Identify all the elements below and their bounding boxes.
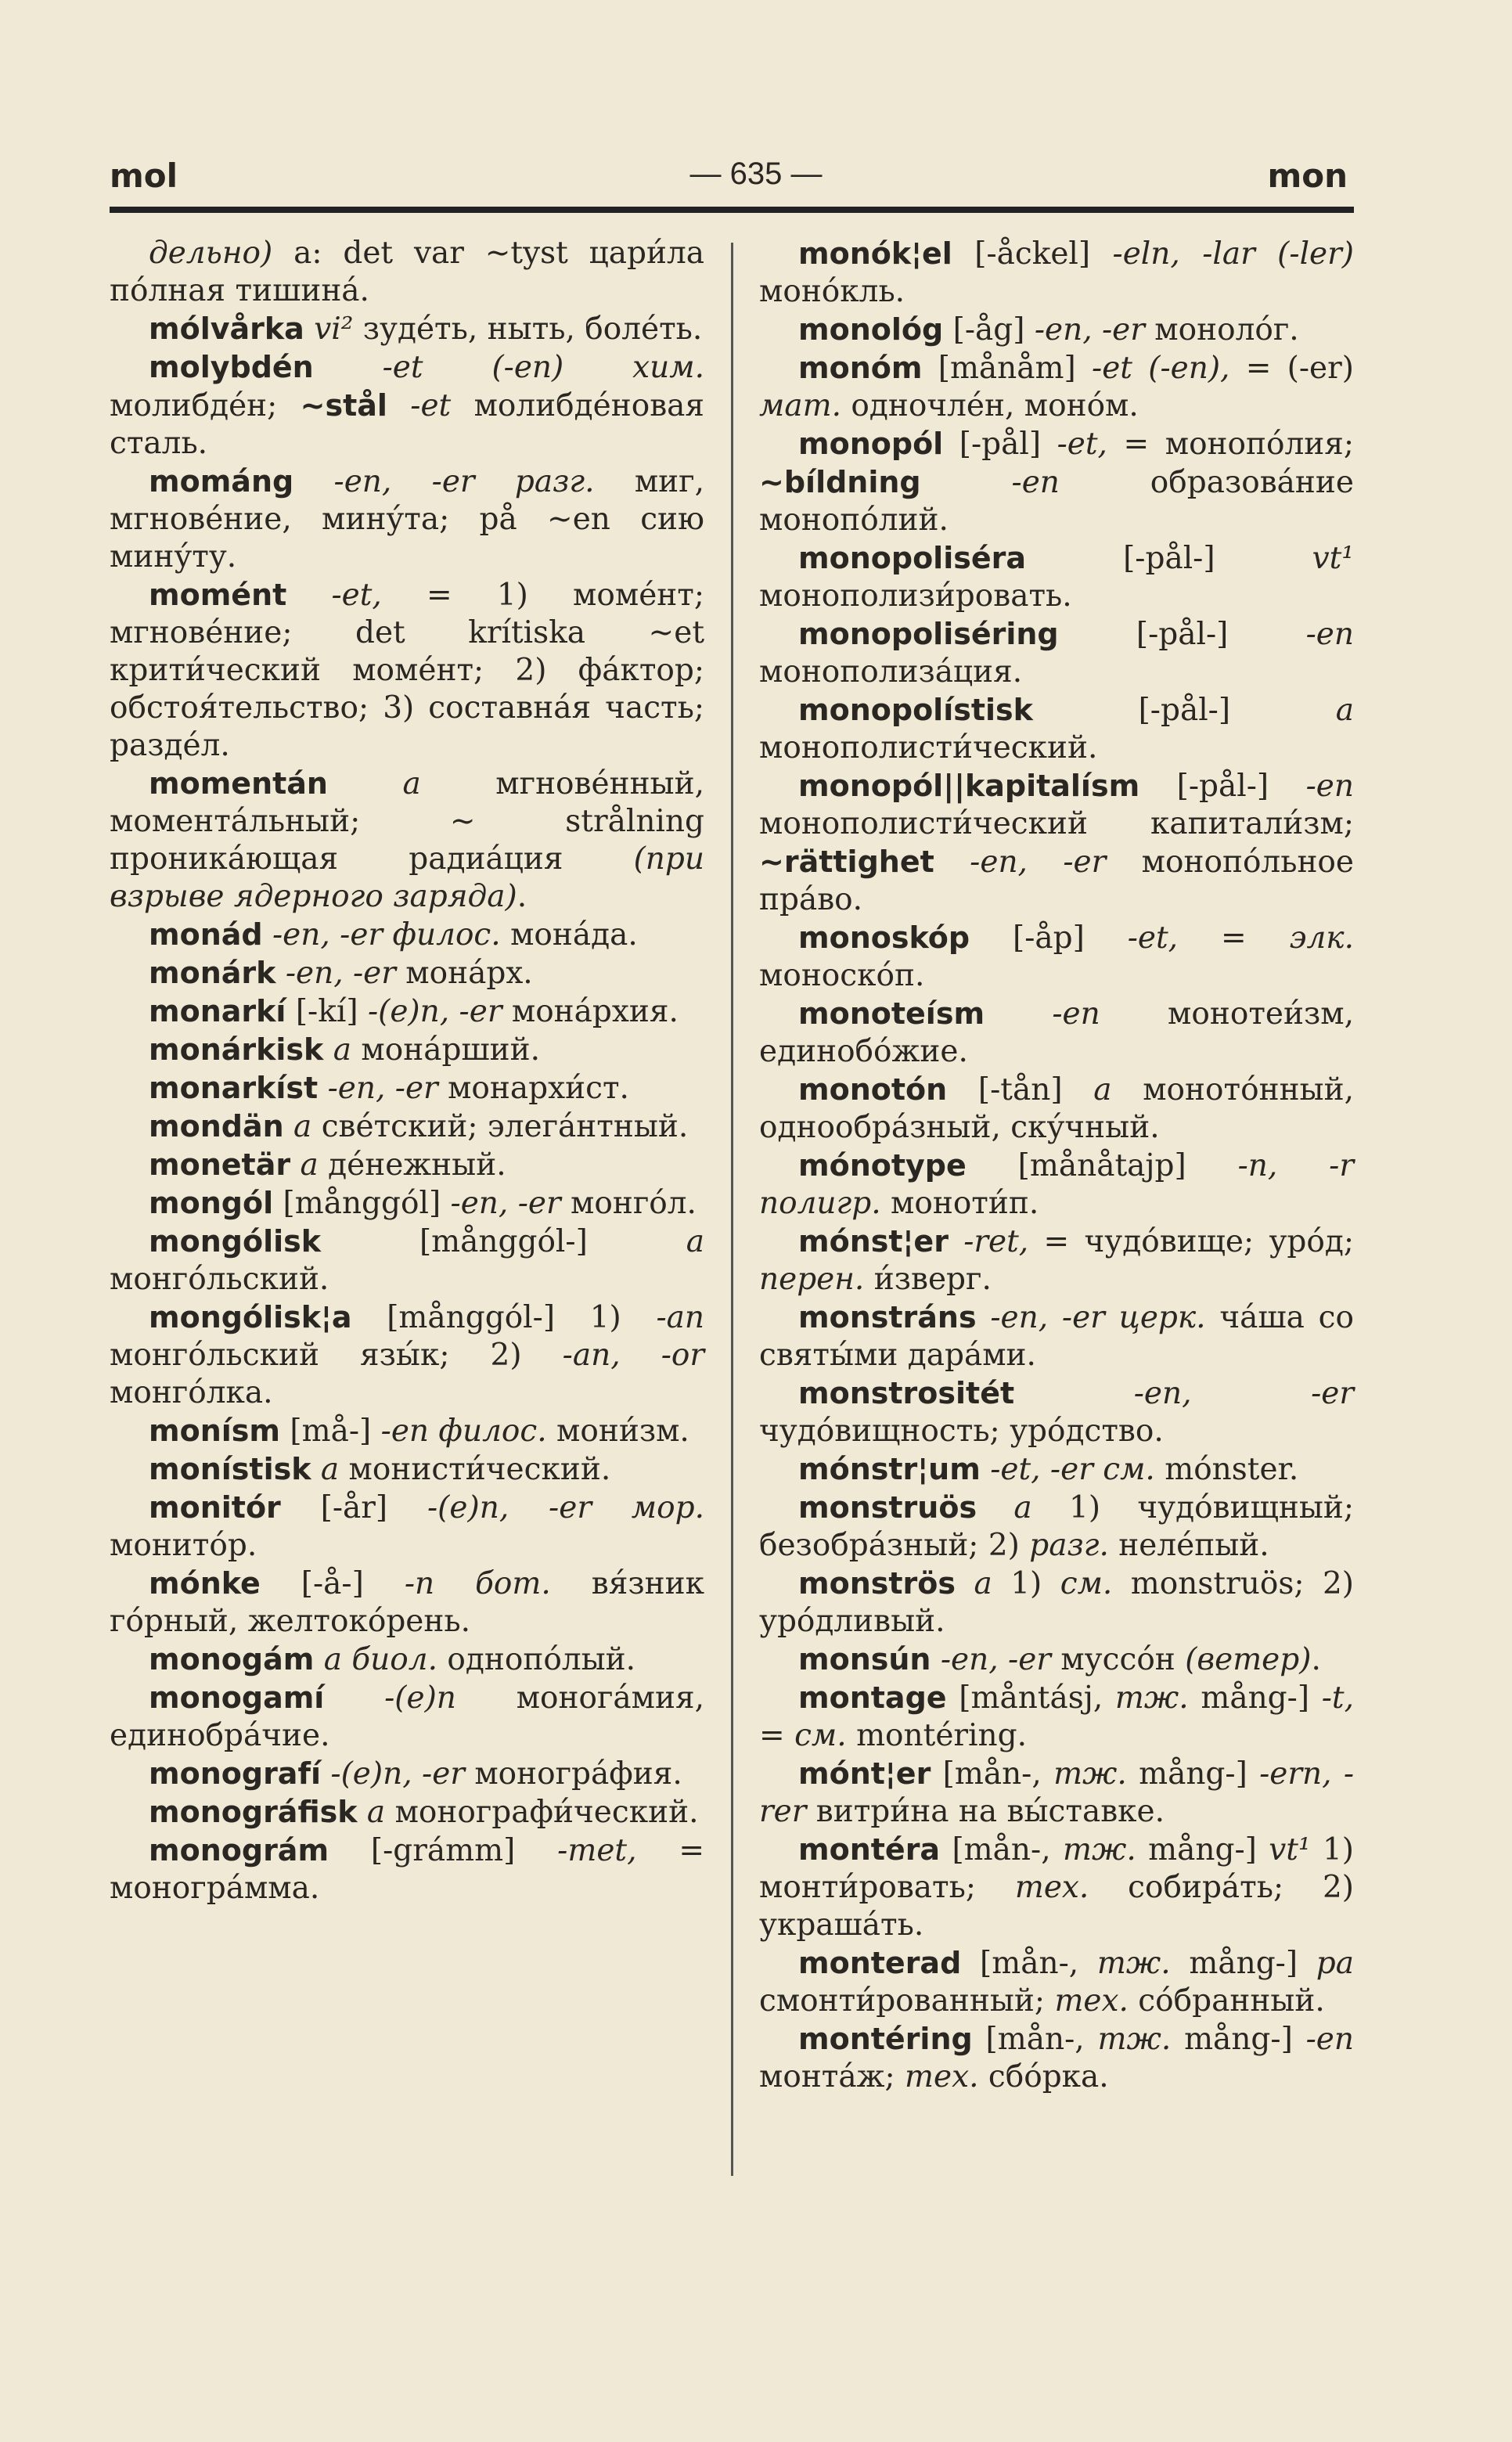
definition-text: монисти́ческий. [339, 1452, 611, 1487]
headword: mónst¦er [798, 1224, 949, 1259]
definition-text: mång-] [1171, 2022, 1293, 2057]
grammar-note: -et, -er см. [980, 1452, 1155, 1487]
definition-text: [mån-, [972, 2022, 1085, 2057]
headword: monók¦el [798, 236, 952, 271]
header-left-guideword: mol [110, 157, 178, 195]
definition-text: monstruös; 2) уро́дливый. [759, 1566, 1354, 1639]
grammar-note: -en, -er [1024, 312, 1145, 348]
definition-text: [månggól-] 1) [351, 1300, 621, 1335]
grammar-note: a [290, 1147, 319, 1183]
grammar-note: тех. [1045, 1983, 1129, 2019]
definition-text: [må-] [280, 1414, 372, 1449]
dictionary-entry [110, 1298, 704, 1412]
dictionary-entry [759, 1450, 1354, 1489]
definition-text: = 1) моме́нт; мгнове́ние; det krítiska ~et крити́ческий моме́нт; 2) фа́ктор; обстоя́тельство; 3) составна́я часть; разде́л. [110, 578, 704, 763]
headword: mónke [149, 1566, 261, 1601]
dictionary-entry [110, 916, 704, 954]
definition-text: [månåtajp] [966, 1148, 1186, 1183]
definition-text: моното́нный, однообра́зный, ску́чный. [759, 1072, 1354, 1145]
definition-text: [måntásj, [946, 1680, 1103, 1716]
page-number: — 635 — [689, 157, 823, 191]
dictionary-entry [759, 1489, 1354, 1565]
dictionary-entry [759, 1071, 1354, 1147]
dictionary-entry [759, 1298, 1354, 1374]
grammar-note: -ret, [948, 1224, 1029, 1259]
definition-text: [mån-, [931, 1756, 1042, 1792]
definition-text: вя́зник го́рный, желтоко́рень. [110, 1566, 704, 1639]
dictionary-entry [759, 349, 1354, 425]
definition-text: мона́да. [500, 917, 638, 953]
dictionary-entry [110, 1489, 704, 1565]
definition-text: неле́пый. [1108, 1528, 1269, 1563]
grammar-note: -an, -or [521, 1338, 704, 1373]
grammar-note: тж. [1103, 1680, 1189, 1716]
definition-text: [-åp] [970, 920, 1085, 956]
column-divider [731, 243, 733, 2176]
dictionary-entry [110, 1223, 704, 1298]
grammar-note: -(e)n, -er [321, 1756, 465, 1792]
definition-text: мона́рший. [351, 1032, 541, 1068]
headword: ~bíldning [759, 465, 921, 499]
headword: mománg [149, 464, 294, 499]
grammar-note: разг. [1019, 1528, 1109, 1563]
definition-text: монго́льский язы́к; 2) [110, 1338, 522, 1373]
headword: ~stål [300, 388, 387, 423]
definition-text: монографи́ческий. [385, 1795, 699, 1830]
grammar-note: -t, [1309, 1680, 1354, 1716]
definition-text: образова́ние монопо́лий. [759, 465, 1354, 538]
grammar-note: a [323, 1032, 351, 1068]
grammar-note: a [357, 1795, 386, 1830]
definition-text: 1) чудо́вищный; безобра́зный; 2) [759, 1490, 1354, 1563]
definition-text: монопо́льное пра́во. [759, 845, 1354, 917]
headword: monotón [798, 1072, 948, 1107]
headword: montéring [798, 2022, 973, 2056]
dictionary-entry [759, 1565, 1354, 1641]
grammar-note: vt¹ [1256, 1832, 1311, 1868]
definition-text: 1) монти́ровать; [759, 1832, 1354, 1905]
definition-text: . [517, 879, 527, 914]
grammar-note: -en, -er [275, 956, 396, 991]
grammar-note: -n, -r полигр. [759, 1148, 1354, 1221]
dictionary-entry [759, 425, 1354, 539]
dictionary-entry [110, 1069, 704, 1108]
definition-text: де́нежный. [318, 1147, 506, 1183]
headword: mónotype [798, 1148, 967, 1183]
definition-text: = [759, 1718, 785, 1753]
definition-text: мони́зм. [546, 1414, 689, 1449]
definition-text: мона́рхия. [502, 994, 679, 1029]
definition-text: = (-er) [1229, 351, 1354, 386]
definition-text: [månggól-] [321, 1224, 588, 1259]
grammar-note: элк. [1246, 920, 1354, 956]
grammar-note: тж. [1084, 2022, 1172, 2057]
headword: monopolístisk [798, 693, 1033, 727]
dictionary-entry [110, 1565, 704, 1641]
headword: monopolisе́ring [798, 617, 1059, 651]
headword: monterad [798, 1946, 962, 1980]
dictionary-entry [110, 1450, 704, 1489]
dictionary-entry [110, 1184, 704, 1223]
definition-text: сбо́рка. [978, 2059, 1109, 2094]
grammar-note: -en [1228, 617, 1354, 652]
grammar-note: -et [387, 388, 452, 423]
definition-text: и́зверг. [864, 1262, 992, 1297]
definition-text: молибде́н; [110, 388, 301, 423]
definition-text: [-pål] [943, 427, 1042, 462]
headword: monoskóp [798, 920, 970, 955]
dictionary-entry [759, 235, 1354, 311]
grammar-note: -en [985, 996, 1100, 1032]
definition-text: montéring. [846, 1718, 1027, 1753]
headword: monísm [149, 1414, 280, 1448]
definition-text: со́бранный. [1128, 1983, 1325, 2019]
headword: monografí [149, 1756, 322, 1791]
dictionary-entry [759, 1641, 1354, 1679]
dictionary-entry [759, 2020, 1354, 2096]
grammar-note: a [283, 1109, 312, 1144]
grammar-note: -en [1292, 2022, 1355, 2057]
definition-text: моноло́г. [1144, 312, 1299, 348]
headword: mongólisk¦a [149, 1300, 352, 1334]
definition-text: све́тский; элега́нтный. [311, 1109, 689, 1144]
dictionary-entry [759, 1755, 1354, 1831]
grammar-note: -met, [515, 1833, 637, 1868]
definition-text: [mån-, [940, 1832, 1051, 1868]
headword: ~rättighet [759, 845, 934, 879]
headword: monográfisk [149, 1795, 358, 1829]
headword: monográm [149, 1833, 329, 1868]
headword: monsún [798, 1642, 931, 1677]
headword: mólvårka [149, 312, 304, 346]
grammar-note: тж. [1078, 1946, 1171, 1981]
dictionary-entry [759, 539, 1354, 615]
dictionary-entry [759, 1831, 1354, 1944]
grammar-note: vi² [304, 312, 354, 347]
definition-text: mónster. [1154, 1452, 1299, 1487]
definition-text: = монопо́лия; [1107, 427, 1355, 462]
definition-text: [månåm] [922, 351, 1076, 386]
definition-text: собира́ть; 2) украша́ть. [759, 1870, 1354, 1943]
definition-text: одночле́н, моно́м. [841, 388, 1139, 423]
left-column [110, 235, 704, 1907]
definition-text: [-år] [280, 1490, 388, 1525]
definition-text: [-tån] [947, 1072, 1063, 1108]
definition-text: монотеи́зм, единобо́жие. [759, 996, 1354, 1069]
headword: monológ [798, 312, 944, 347]
definition-text: монополиза́ция. [759, 654, 1023, 690]
grammar-note: тех. [975, 1870, 1089, 1905]
grammar-note: -en, -er разг. [293, 464, 595, 499]
grammar-note: тж. [1050, 1832, 1136, 1868]
headword: monstráns [798, 1300, 977, 1334]
definition-text: a: det var ~tyst цари́ла по́лная тишина́. [110, 236, 704, 308]
headword: monarkíst [149, 1071, 319, 1105]
definition-text: монито́р. [110, 1528, 257, 1563]
dictionary-entry [110, 954, 704, 992]
grammar-note: -et (-en), [1075, 351, 1230, 386]
grammar-note: (ветер) [1175, 1642, 1312, 1677]
headword: monístisk [149, 1452, 311, 1486]
definition-text: монго́льский. [110, 1262, 329, 1297]
headword: monogám [149, 1642, 315, 1677]
dictionary-entry [759, 995, 1354, 1071]
dictionary-entry [110, 992, 704, 1031]
grammar-note: -et, [1041, 427, 1107, 462]
grammar-note: см. [1042, 1566, 1113, 1601]
dictionary-entry [759, 919, 1354, 995]
dictionary-entry [110, 1146, 704, 1184]
definition-text: [-pål-] [1032, 693, 1231, 728]
headword: monarkí [149, 994, 286, 1028]
grammar-note: -en, -er [931, 1642, 1051, 1677]
definition-text: mång-] [1188, 1680, 1310, 1716]
definition-text: [-pål-] [1139, 769, 1269, 804]
headword: monopoliséra [798, 541, 1026, 575]
grammar-note: a [956, 1566, 992, 1601]
grammar-note: a [1062, 1072, 1112, 1108]
headword: monetär [149, 1147, 291, 1182]
dictionary-entry [110, 463, 704, 576]
definition-text: монта́ж; [759, 2059, 895, 2094]
definition-text: [månggól] [273, 1186, 441, 1221]
dictionary-entry [759, 767, 1354, 919]
grammar-note: a [1230, 693, 1354, 728]
grammar-note: -en [1269, 769, 1354, 804]
grammar-note: -n бот. [363, 1566, 551, 1601]
grammar-note: vt¹ [1215, 541, 1354, 576]
dictionary-entry [110, 1641, 704, 1679]
definition-text: моноско́п. [759, 958, 925, 993]
grammar-note: a [327, 766, 421, 801]
grammar-note: -en, -er церк. [976, 1300, 1206, 1335]
definition-text: ча́ша со святы́ми дара́ми. [759, 1300, 1354, 1373]
definition-text: моноти́п. [880, 1186, 1039, 1221]
dictionary-entry [759, 691, 1354, 767]
dictionary-entry [110, 576, 704, 765]
dictionary-entry [110, 348, 704, 463]
headword: monárkisk [149, 1032, 324, 1067]
definition-text: mång-] [1170, 1946, 1298, 1981]
definition-text: мона́рх. [395, 956, 533, 991]
headword: monárk [149, 956, 276, 990]
grammar-note: -eln, -lar (-ler) [1090, 236, 1354, 272]
grammar-note: a [311, 1452, 340, 1487]
dictionary-entry [110, 1832, 704, 1907]
grammar-note: -et, [1084, 920, 1179, 956]
grammar-note: -an [621, 1300, 704, 1335]
definition-text: 1) [992, 1566, 1042, 1601]
definition-text: монго́лка. [110, 1375, 273, 1410]
headword: momentán [149, 766, 328, 801]
grammar-note: -ern, -rer [759, 1756, 1354, 1829]
definition-text: = чудо́вище; уро́д; [1028, 1224, 1354, 1259]
headword: monád [149, 917, 263, 952]
definition-text: моно́кль. [759, 274, 905, 309]
headword: monopól [798, 427, 944, 461]
grammar-note: -en, -er [441, 1186, 561, 1221]
grammar-note: a [977, 1490, 1032, 1525]
headword: monströs [798, 1566, 956, 1601]
dictionary-entry [110, 1031, 704, 1069]
dictionary-entry [110, 310, 704, 348]
definition-text: [-pål-] [1058, 617, 1229, 652]
dictionary-entry [759, 311, 1354, 349]
definition-text: монго́л. [560, 1186, 697, 1221]
headword: mónt¦er [798, 1756, 931, 1791]
dictionary-entry [110, 235, 704, 310]
headword: monstruös [798, 1490, 977, 1525]
definition-text: молибде́новая сталь. [110, 388, 705, 461]
dictionary-entry [759, 1679, 1354, 1755]
definition-text: = [1178, 920, 1247, 956]
header-right-guideword: mon [1267, 157, 1348, 195]
dictionary-entry [759, 1147, 1354, 1223]
definition-text: зуде́ть, ныть, боле́ть. [353, 312, 703, 347]
grammar-note: -en [920, 465, 1060, 500]
definition-text: [-pål-] [1026, 541, 1215, 576]
definition-text: . [1311, 1642, 1321, 1677]
grammar-note: см. [784, 1718, 847, 1753]
grammar-note: -et, [286, 578, 382, 613]
headword: molybdén [149, 350, 314, 384]
dictionary-entry [110, 1108, 704, 1146]
definition-text: монархи́ст. [437, 1071, 629, 1106]
definition-text: однопо́лый. [437, 1642, 636, 1677]
headword: monoteísm [798, 996, 985, 1031]
headword: monstrositét [798, 1376, 1015, 1410]
grammar-note: -en, -er [1014, 1376, 1354, 1411]
definition-text: [-åckel] [952, 236, 1091, 272]
definition-text: монога́мия, единобра́чие. [110, 1680, 705, 1753]
definition-text: чудо́вищность; уро́дство. [759, 1414, 1164, 1449]
headword: mongól [149, 1186, 274, 1220]
grammar-note: дельно) [149, 236, 273, 271]
dictionary-entry [110, 1755, 704, 1793]
definition-text: mång-] [1126, 1756, 1247, 1792]
dictionary-entry [110, 1412, 704, 1450]
grammar-note: тех. [895, 2059, 979, 2094]
grammar-note: -en, -er [934, 845, 1107, 880]
headword: mónstr¦um [798, 1452, 981, 1486]
dictionary-entry [759, 1374, 1354, 1450]
dictionary-entry [110, 1679, 704, 1755]
header-rule [110, 207, 1354, 213]
grammar-note: -(e)n, -er [358, 994, 502, 1029]
grammar-note: мат. [759, 388, 841, 423]
headword: monogamí [149, 1680, 325, 1715]
headword: momént [149, 578, 287, 612]
dictionary-entry [759, 615, 1354, 691]
dictionary-entry [759, 1223, 1354, 1298]
definition-text: моногра́фия. [464, 1756, 682, 1792]
grammar-note: -en филос. [371, 1414, 547, 1449]
grammar-note: pa [1298, 1946, 1355, 1981]
definition-text: смонти́рованный; [759, 1983, 1046, 2019]
definition-text: [mån-, [961, 1946, 1079, 1981]
definition-text: витри́на на вы́ставке. [806, 1794, 1165, 1829]
right-column [759, 235, 1354, 2096]
definition-text: мгнове́нный, момента́льный; ~ strålning проника́ющая радиа́ция [110, 766, 704, 877]
grammar-note: тж. [1041, 1756, 1127, 1792]
grammar-note: (при взрыве ядерного заряда) [110, 841, 704, 914]
headword: montéra [798, 1832, 941, 1867]
definition-text: монополизи́ровать. [759, 578, 1072, 614]
grammar-note: -(e)n [324, 1680, 456, 1716]
definition-text: mång-] [1136, 1832, 1257, 1868]
definition-text: монополисти́ческий. [759, 730, 1098, 765]
headword: mondän [149, 1109, 284, 1144]
dictionary-entry [110, 1793, 704, 1832]
grammar-note: a [587, 1224, 704, 1259]
definition-text: монополисти́ческий капитали́зм; [759, 806, 1354, 841]
headword: monóm [798, 351, 923, 385]
grammar-note: -en, -er [318, 1071, 438, 1106]
grammar-note: -et (-en) хим. [313, 350, 704, 385]
headword: montage [798, 1680, 947, 1715]
definition-text: [-å-] [260, 1566, 364, 1601]
definition-text: [-kí] [286, 994, 358, 1029]
grammar-note: -(e)n, -er мор. [387, 1490, 704, 1525]
dictionary-entry [759, 1944, 1354, 2020]
definition-text: [-grámm] [329, 1833, 516, 1868]
grammar-note: a биол. [314, 1642, 437, 1677]
headword: monitór [149, 1490, 281, 1525]
dictionary-entry [110, 765, 704, 916]
definition-text: [-åg] [943, 312, 1025, 348]
grammar-note: -en, -er филос. [262, 917, 501, 953]
grammar-note: перен. [759, 1262, 865, 1297]
headword: monopól||kapitalísm [798, 769, 1140, 803]
definition-text: = моногра́мма. [110, 1833, 705, 1906]
headword: mongólisk [149, 1224, 322, 1259]
definition-text: миг, мгнове́ние, мину́та; på ~en сию мину́ту. [110, 464, 704, 574]
definition-text: муссо́н [1050, 1642, 1175, 1677]
